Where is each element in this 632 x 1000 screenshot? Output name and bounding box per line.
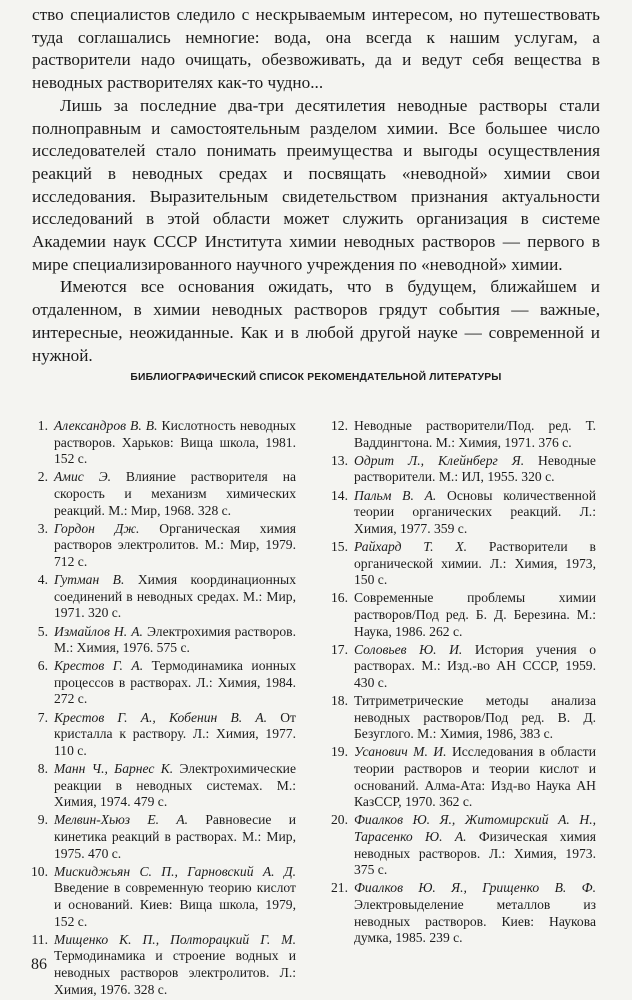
references-right-column bbox=[324, 418, 596, 947]
reference-author: Пальм В. А. bbox=[354, 487, 437, 503]
reference-item bbox=[24, 418, 296, 468]
reference-number: 21. bbox=[331, 880, 348, 896]
reference-item bbox=[24, 864, 296, 930]
reference-number: 10. bbox=[31, 863, 48, 879]
reference-author: Райхард Т. Х. bbox=[354, 538, 468, 554]
reference-item bbox=[324, 539, 596, 589]
reference-item bbox=[324, 453, 596, 486]
reference-number: 13. bbox=[331, 452, 348, 468]
reference-number: 9. bbox=[37, 812, 48, 828]
bibliography-heading: БИБЛИОГРАФИЧЕСКИЙ СПИСОК РЕКОМЕНДАТЕЛЬНОЙ ЛИТЕРАТУРЫ bbox=[130, 372, 502, 383]
reference-text: Термодинамика ионных процессов в растворах. Л.: Химия, 1984. 272 с. bbox=[54, 658, 296, 707]
reference-number: 2. bbox=[37, 469, 48, 485]
reference-item bbox=[24, 624, 296, 657]
reference-text: Исследования в области теории растворов и теории кислот и оснований. Алма-Ата: Изд-во Наука АН КазССР, 1970. 362 с. bbox=[354, 744, 596, 810]
reference-number: 11. bbox=[31, 931, 48, 947]
reference-number: 19. bbox=[331, 744, 348, 760]
reference-text: Влияние растворителя на скорость и механизм химических реакций. М.: Мир, 1968. 328 с. bbox=[54, 469, 296, 518]
reference-text: Равновесие и кинетика реакций в растворах. М.: Мир, 1975. 470 с. bbox=[54, 812, 296, 861]
reference-author: Фиалков Ю. Я., Житомирский А. Н., Тарасенко Ю. А. bbox=[354, 812, 596, 844]
reference-author: Крестов Г. А., Кобенин В. А. bbox=[54, 709, 268, 725]
reference-author: Гордон Дж. bbox=[54, 520, 140, 536]
references-left-column bbox=[24, 418, 296, 998]
reference-text: Органическая химия растворов электролитов. М.: Мир, 1979. 712 с. bbox=[54, 520, 296, 569]
reference-item bbox=[24, 658, 296, 708]
paragraph: Лишь за последние два-три десятилетия неводные растворы стали полноправным и самостоятельным разделом химии. Все большее число исследователей стало понимать преимущества и выгоды осуществления реакций в неводных средах и посвящать «неводной» химии свои исследования. Выразительным свидетельством признания актуальности исследований в этой области может служить организация в системе Академии наук СССР Института химии неводных растворов — первого в мире специализированного научного учреждения по «неводной» химии. bbox=[32, 95, 600, 274]
reference-number: 1. bbox=[37, 418, 48, 433]
reference-author: Измайлов Н. А. bbox=[54, 623, 143, 639]
reference-number: 12. bbox=[331, 418, 348, 433]
reference-text: Титриметрические методы анализа неводных растворов/Под ред. В. Д. Безуглого. М.: Химия, 1986, 383 с. bbox=[354, 693, 596, 742]
reference-number: 18. bbox=[331, 693, 348, 709]
reference-text: Химия координационных соединений в неводных средах. М.: Мир, 1971. 320 с. bbox=[54, 572, 296, 621]
reference-author: Манн Ч., Барнес К. bbox=[54, 761, 174, 777]
reference-item bbox=[24, 572, 296, 622]
paragraph: ство специалистов следило с нескрываемым интересом, но путешествовать туда соглашались немногие: вода, она всегда к нашим услугам, а растворители надо очищать, обезвоживать, да и ведут себя вещества в неводных растворителях как-то чудно... bbox=[32, 5, 600, 93]
reference-number: 4. bbox=[37, 572, 48, 588]
reference-author: Фиалков Ю. Я., Грищенко В. Ф. bbox=[354, 880, 596, 896]
reference-text: Электрохимия растворов. М.: Химия, 1976. 575 с. bbox=[54, 623, 296, 656]
reference-text: Основы количественной теории органических реакций. Л.: Химия, 1977. 359 с. bbox=[354, 487, 596, 536]
reference-number: 20. bbox=[331, 812, 348, 828]
reference-item bbox=[324, 693, 596, 743]
reference-text: Электровыделение металлов из неводных растворов. Киев: Наукова думка, 1985. 239 с. bbox=[354, 896, 596, 946]
reference-text: Растворители в органической химии. Л.: Химия, 1973, 150 с. bbox=[354, 538, 596, 588]
reference-text: Неводные растворители/Под. ред. Т. Ваддингтона. М.: Химия, 1971. 376 с. bbox=[354, 418, 596, 450]
reference-author: Александров В. В. bbox=[54, 418, 158, 433]
reference-item bbox=[324, 744, 596, 810]
paragraph: Имеются все основания ожидать, что в будущем, ближайшем и отдаленном, в химии неводных растворов грядут события — важные, интересные, неожиданные. Как и в любой другой науке — современной и нужной. bbox=[32, 277, 600, 365]
reference-text: Современные проблемы химии растворов/Под ред. Б. Д. Березина. М.: Наука, 1986. 262 с. bbox=[354, 590, 596, 639]
reference-item bbox=[24, 932, 296, 998]
reference-item bbox=[24, 761, 296, 811]
reference-item bbox=[324, 418, 596, 451]
reference-number: 16. bbox=[331, 590, 348, 606]
reference-text: Электрохимические реакции в неводных системах. М.: Химия, 1974. 479 с. bbox=[54, 761, 296, 810]
reference-author: Мискиджьян С. П., Гарновский А. Д. bbox=[54, 863, 296, 879]
reference-author: Мелвин-Хьюз Е. А. bbox=[54, 812, 189, 828]
reference-text: Термодинамика и строение водных и неводных растворов электролитов. Л.: Химия, 1976. 328 с. bbox=[54, 948, 296, 997]
reference-author: Соловьев Ю. И. bbox=[354, 641, 463, 657]
reference-item bbox=[24, 521, 296, 571]
reference-number: 7. bbox=[37, 709, 48, 725]
page-number: 86 bbox=[31, 956, 47, 973]
reference-text: Кислотность неводных растворов. Харьков: Вища школа, 1981. 152 с. bbox=[54, 418, 296, 467]
reference-item bbox=[324, 642, 596, 692]
reference-author: Гутман В. bbox=[54, 572, 125, 588]
reference-number: 3. bbox=[37, 520, 48, 536]
reference-item bbox=[24, 469, 296, 519]
reference-item bbox=[324, 488, 596, 538]
reference-author: Крестов Г. А. bbox=[54, 658, 144, 674]
reference-author: Мищенко К. П., Полторацкий Г. М. bbox=[54, 931, 296, 947]
intro-text bbox=[32, 4, 600, 367]
reference-item bbox=[24, 710, 296, 760]
reference-text: Введение в современную теорию кислот и оснований. Киев: Вища школа, 1979, 152 с. bbox=[54, 880, 296, 929]
reference-text: Неводные растворители. М.: ИЛ, 1955. 320 с. bbox=[354, 452, 596, 485]
reference-author: Одрит Л., Клейнберг Я. bbox=[354, 452, 525, 468]
reference-text: История учения о растворах. М.: Изд.-во АН СССР, 1959. 430 с. bbox=[354, 641, 596, 690]
reference-item bbox=[24, 812, 296, 862]
reference-text: От кристалла к раствору. Л.: Химия, 1977. 110 с. bbox=[54, 709, 296, 758]
reference-number: 8. bbox=[37, 761, 48, 777]
reference-number: 14. bbox=[331, 487, 348, 503]
reference-item bbox=[324, 880, 596, 946]
reference-author: Амис Э. bbox=[54, 469, 112, 485]
reference-number: 5. bbox=[37, 623, 48, 639]
reference-number: 6. bbox=[37, 658, 48, 674]
reference-text: Физическая химия неводных растворов. Л.: Химия, 1973. 375 с. bbox=[354, 829, 596, 878]
reference-author: Усанович М. И. bbox=[354, 744, 447, 760]
reference-number: 17. bbox=[331, 641, 348, 657]
reference-item bbox=[324, 812, 596, 878]
reference-item bbox=[324, 590, 596, 640]
reference-number: 15. bbox=[331, 538, 348, 554]
